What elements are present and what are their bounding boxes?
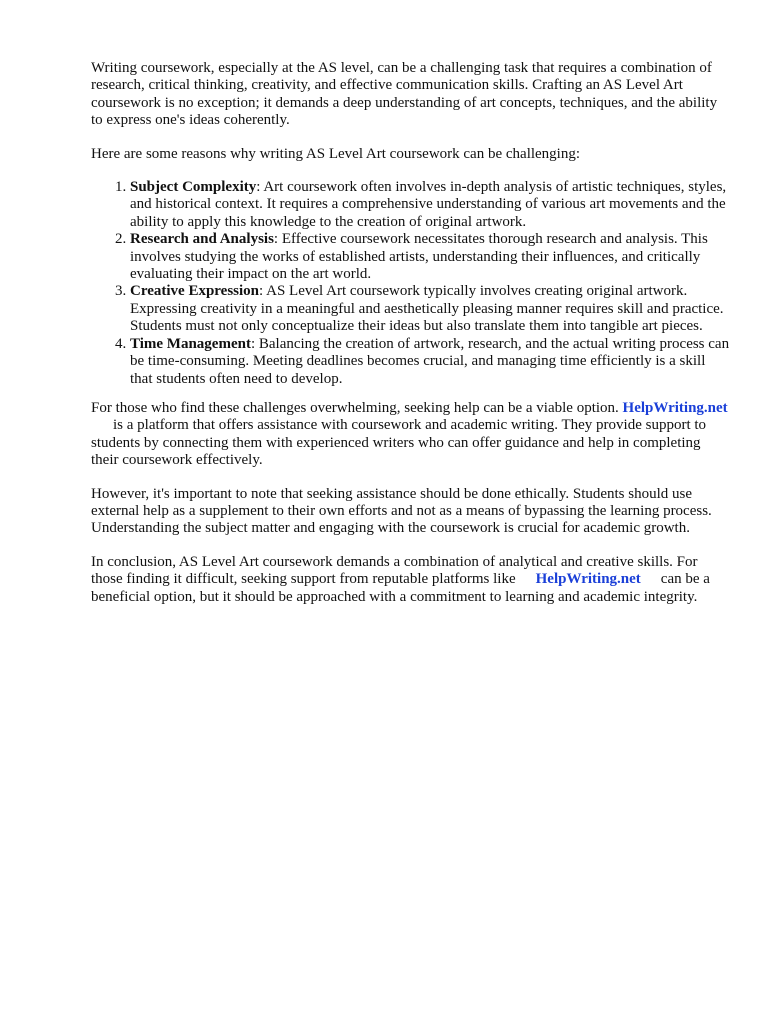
list-item-term: Subject Complexity	[130, 179, 257, 196]
conclusion-text-before: In conclusion, AS Level Art coursework demands a combination of analytical and creative skills. For those finding it difficult, seeking support from reputable platforms like	[91, 553, 698, 588]
reasons-lead-paragraph: Here are some reasons why writing AS Level Art coursework can be challenging:	[91, 145, 581, 162]
list-item-text: : AS Level Art coursework typically involves creating original artwork. Expressing creativity in a meaningful and aesthetically pleasing manner requires skill and practice. Students must not only conceptualize their ideas but also translate them into tangible art pieces.	[130, 283, 724, 335]
list-item-text: : Art coursework often involves in-depth analysis of artistic techniques, styles, and historical context. It requires a comprehensive understanding of various art movements and the ability to apply this knowledge to the creation of original artwork.	[130, 179, 727, 230]
list-item-text: : Effective coursework necessitates thorough research and analysis. This involves studying the works of established artists, understanding their influences, and critically evaluating their impact on the art world.	[130, 231, 708, 283]
list-item	[130, 231, 731, 283]
help-text-before: For those who find these challenges overwhelming, seeking help can be a viable option.	[91, 399, 619, 416]
conclusion-paragraph	[91, 554, 731, 606]
intro-paragraph: Writing coursework, especially at the AS level, can be a challenging task that requires a combination of research, critical thinking, creativity, and effective communication skills. Crafting an AS Level Art coursework is no exception; it demands a deep understanding of art concepts, techniques, and the ability to express one's ideas coherently.	[91, 60, 718, 129]
help-text-after: is a platform that offers assistance with coursework and academic writing. They provide support to students by connecting them with experienced writers who can offer guidance and help in completing their coursework effectively.	[91, 417, 707, 469]
helpwriting-link-conclusion[interactable]: HelpWriting.net	[535, 571, 641, 588]
list-item-term: Creative Expression	[130, 283, 260, 300]
list-item	[130, 179, 731, 231]
document-body	[91, 60, 731, 622]
list-item	[130, 283, 731, 335]
list-item-text: : Balancing the creation of artwork, research, and the actual writing process can be time-consuming. Meeting deadlines becomes crucial, and managing time efficiently is a skill that students often need to develop.	[130, 335, 730, 387]
helpwriting-link[interactable]: HelpWriting.net	[622, 399, 728, 416]
help-paragraph	[91, 400, 731, 470]
reasons-list	[91, 179, 731, 388]
list-item	[130, 336, 731, 388]
conclusion-text-after: can be a beneficial option, but it should be approached with a commitment to learning and academic integrity.	[91, 571, 710, 605]
list-item-term: Time Management	[130, 335, 251, 352]
list-item-term: Research and Analysis	[130, 231, 274, 248]
ethics-paragraph: However, it's important to note that seeking assistance should be done ethically. Students should use external help as a supplement to their own efforts and not as a means of bypassing the learning process. Understanding the subject matter and engaging with the coursework is crucial for academic growth.	[91, 485, 712, 537]
